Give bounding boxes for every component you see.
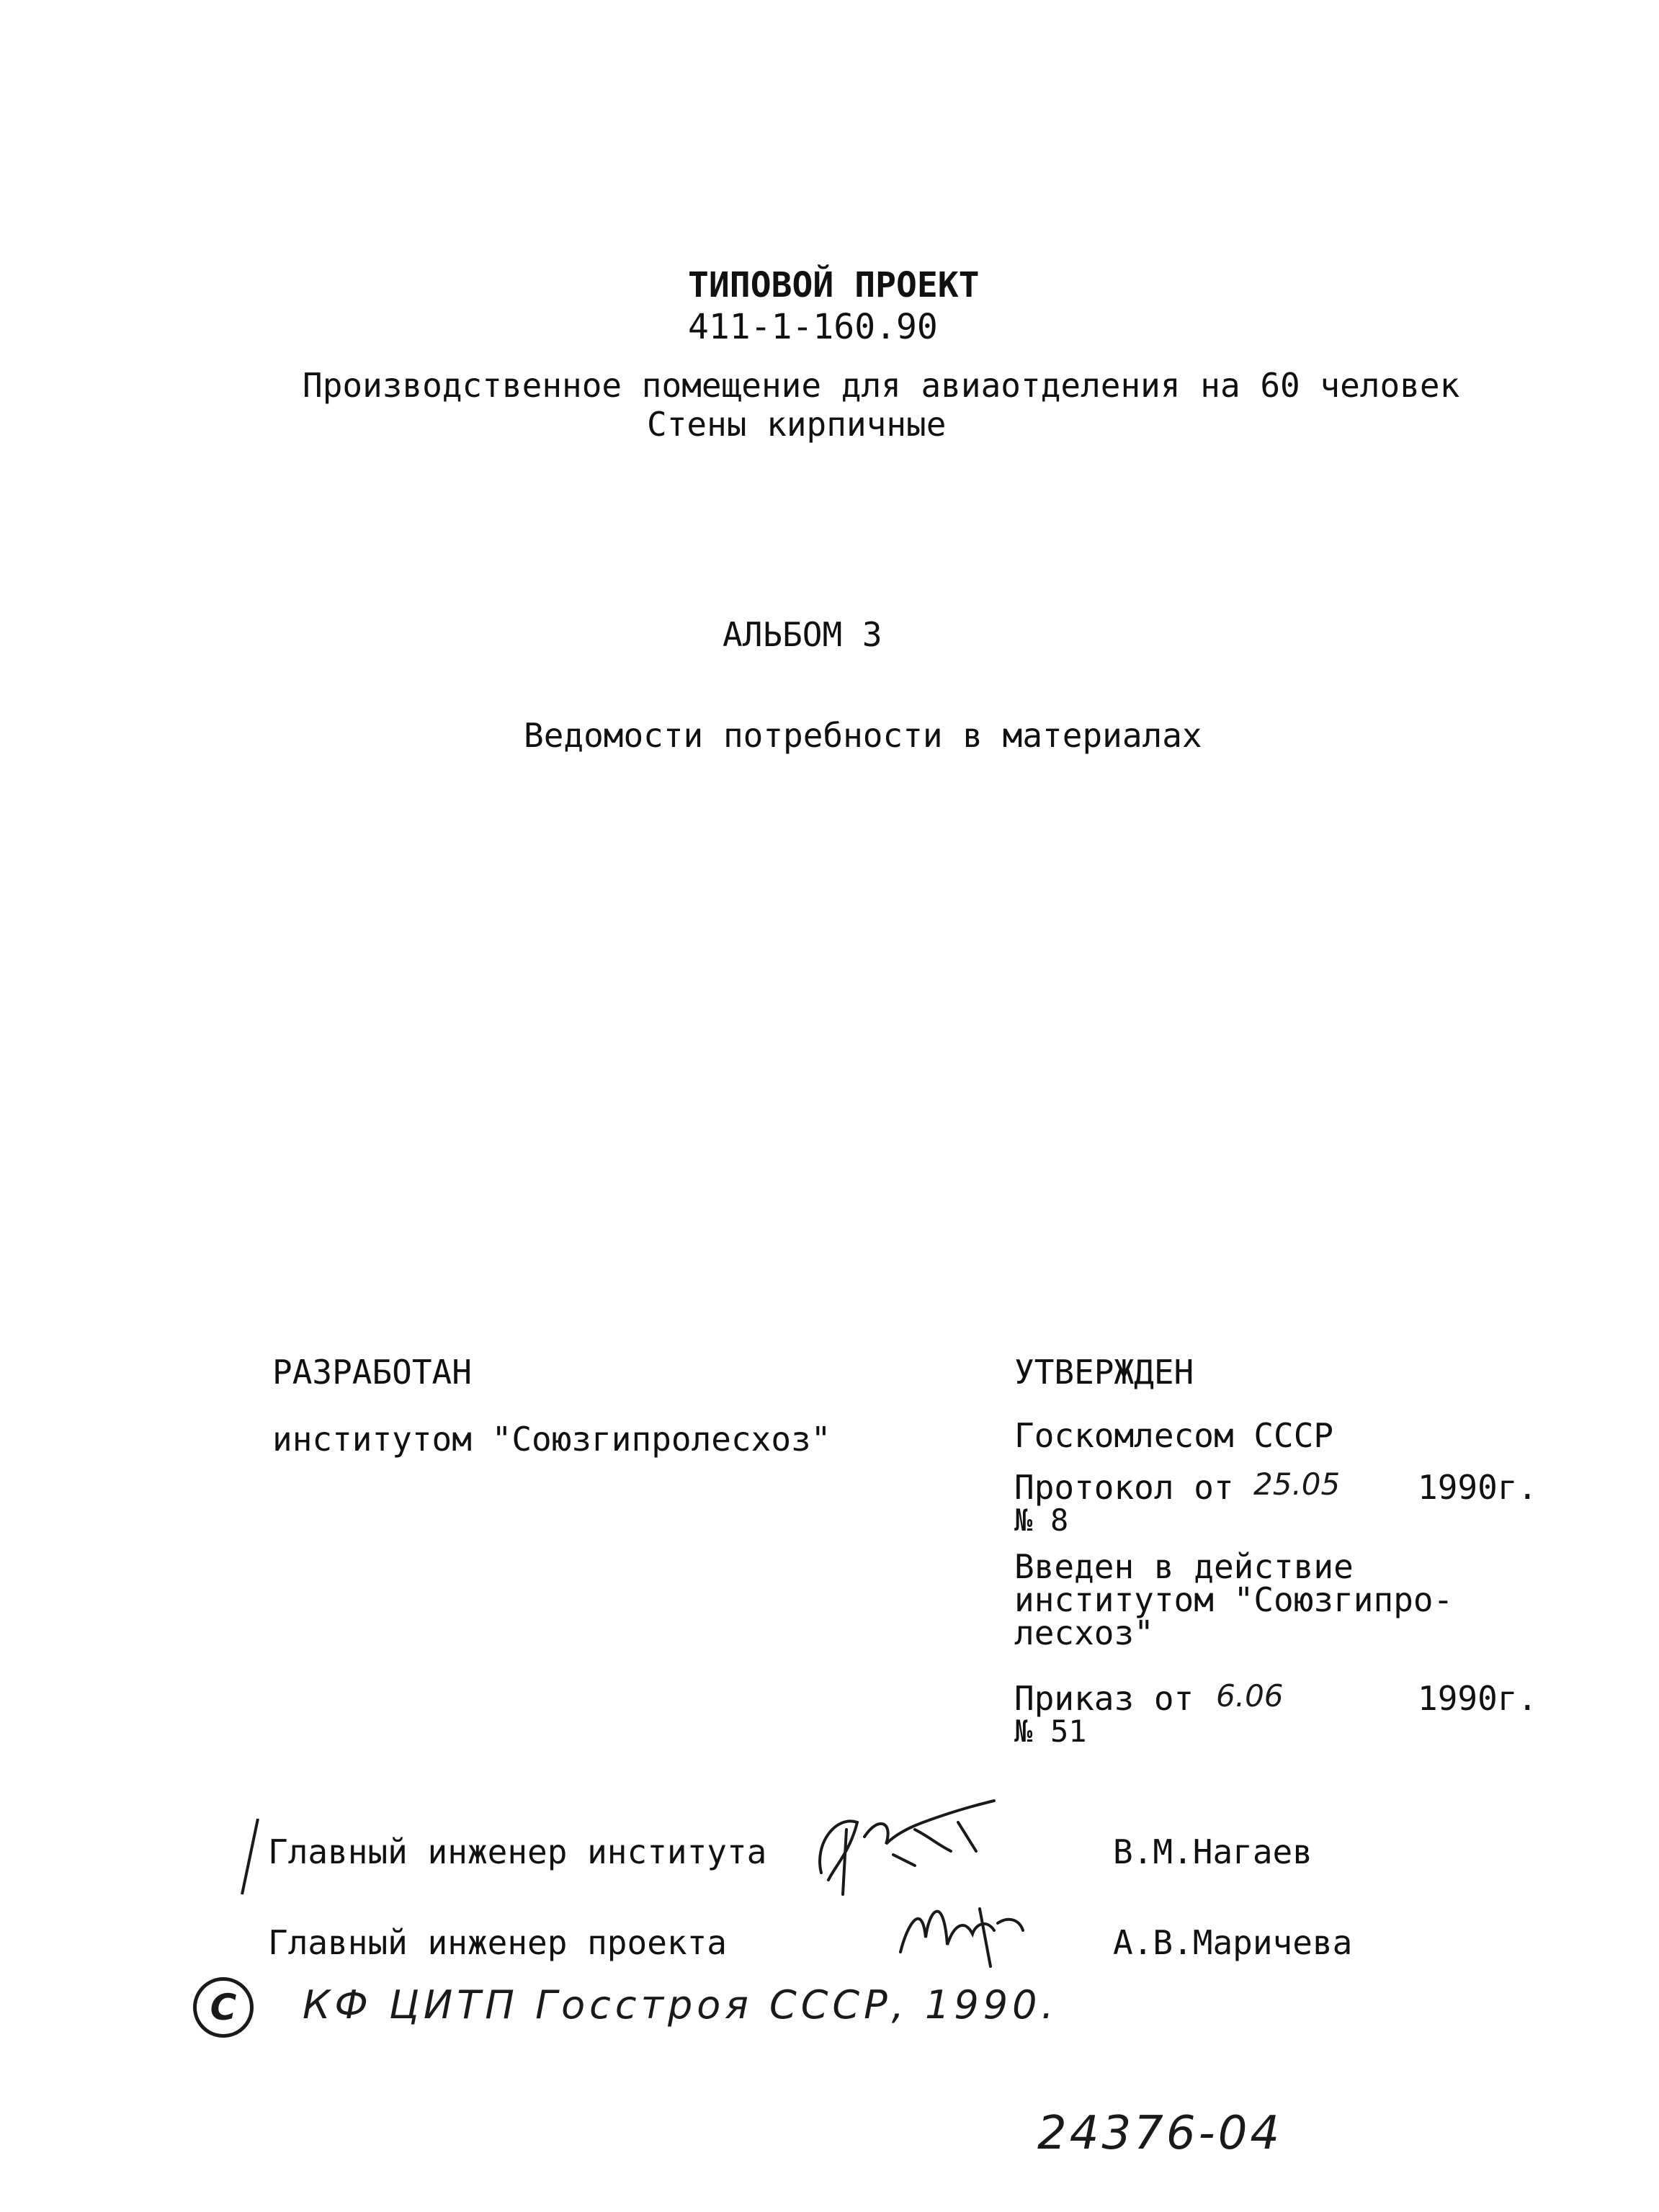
- protocol-label: Протокол от: [1014, 1468, 1234, 1507]
- signature-scribble-project: [893, 1880, 1037, 1974]
- signature-role-project: Главный инженер проекта: [268, 1923, 727, 1962]
- project-description-line1: Производственное помещение для авиаотделения на 60 человек: [303, 366, 1460, 405]
- copyright-circle: [193, 1977, 254, 2038]
- protocol-number-label: №: [1014, 1503, 1033, 1538]
- album-title: АЛЬБОМ 3: [723, 615, 882, 654]
- developed-by: институтом "Союзгипролесхоз": [272, 1420, 831, 1459]
- signature-name-institute: В.М.Нагаев: [1113, 1832, 1313, 1871]
- album-subtitle: Ведомости потребности в материалах: [524, 716, 1202, 755]
- protocol-date: 25.05: [1253, 1467, 1341, 1502]
- order-label: Приказ от: [1014, 1679, 1194, 1718]
- project-description-line2: Стены кирпичные: [647, 405, 947, 444]
- enacted-line3: лесхоз": [1014, 1613, 1154, 1652]
- signature-name-project: А.В.Маричева: [1113, 1923, 1353, 1962]
- order-number-label: №: [1014, 1714, 1033, 1749]
- enacted-line2: институтом "Союзгипро-: [1014, 1580, 1454, 1619]
- approved-label: УТВЕРЖДЕН: [1014, 1353, 1194, 1392]
- project-title: ТИПОВОЙ ПРОЕКТ: [688, 265, 980, 305]
- protocol-year: 1990г.: [1418, 1468, 1538, 1507]
- margin-mark: [236, 1815, 265, 1902]
- copyright-text: КФ ЦИТП Госстроя СССР, 1990.: [303, 1982, 1058, 2028]
- approved-by: Госкомлесом СССР: [1014, 1416, 1334, 1455]
- enacted-line1: Введен в действие: [1014, 1547, 1354, 1586]
- protocol-number: 8: [1050, 1503, 1069, 1538]
- project-number: 411-1-160.90: [688, 307, 938, 347]
- order-date: 6.06: [1216, 1678, 1284, 1714]
- developed-label: РАЗРАБОТАН: [272, 1353, 472, 1392]
- copyright-symbol: C: [210, 1987, 237, 2028]
- inventory-number: 24376-04: [1037, 2107, 1283, 2160]
- order-year: 1990г.: [1418, 1679, 1538, 1718]
- signature-role-institute: Главный инженер института: [268, 1832, 767, 1871]
- order-number: 51: [1050, 1714, 1087, 1749]
